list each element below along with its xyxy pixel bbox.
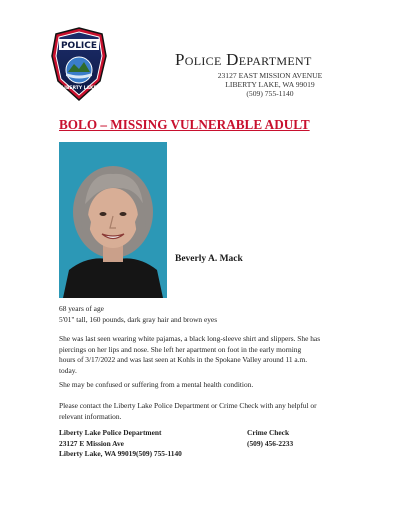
description-line: today. [59,365,77,375]
missing-person-photo [59,142,167,298]
description-line: piercings on her lips and nose. She left her apartment on foot in the early morning [59,344,302,354]
department-phone: (509) 755-1140 [246,89,294,98]
age-text: 68 years of age [59,304,104,313]
crime-check-contact-block [247,428,293,449]
address-line-1: 23127 EAST MISSION AVENUE [217,71,323,80]
police-badge-logo [50,26,108,102]
crime-check-name: Crime Check [247,428,290,437]
badge-city-text: LIBERTY LAKE [61,86,97,91]
age-and-physical-description [59,304,349,325]
badge-top-text: POLICE [60,41,98,51]
description-line: hours of 3/17/2022 and was last seen at Kohls in the Spokane Valley around 11 a.m. [59,355,308,364]
missing-person-name: Beverly A. Mack [175,254,243,264]
crime-check-phone: (509) 456-2233 [247,438,294,448]
police-contact-name: Liberty Lake Police Department [59,428,162,437]
description-line: She was last seen wearing white pajamas, a black long-sleeve shirt and slippers. She has [59,334,321,343]
contact-line: Please contact the Liberty Lake Police Department or Crime Check with any helpful or [59,401,317,410]
last-seen-description [59,334,349,376]
contact-line: relevant information. [59,411,122,421]
physical-text: 5'01" tall, 160 pounds, dark gray hair and brown eyes [59,314,218,324]
police-contact-block [59,428,182,460]
bolo-heading: BOLO – MISSING VULNERABLE ADULT [59,117,310,132]
condition-note: She may be confused or suffering from a mental health condition. [59,380,254,389]
department-title: Police Department [175,50,312,69]
address-line-2: LIBERTY LAKE, WA 99019 [225,80,315,89]
contact-request [59,401,349,422]
police-contact-city-phone: Liberty Lake, WA 99019(509) 755-1140 [59,449,182,458]
police-contact-street: 23127 E Mission Ave [59,438,124,448]
